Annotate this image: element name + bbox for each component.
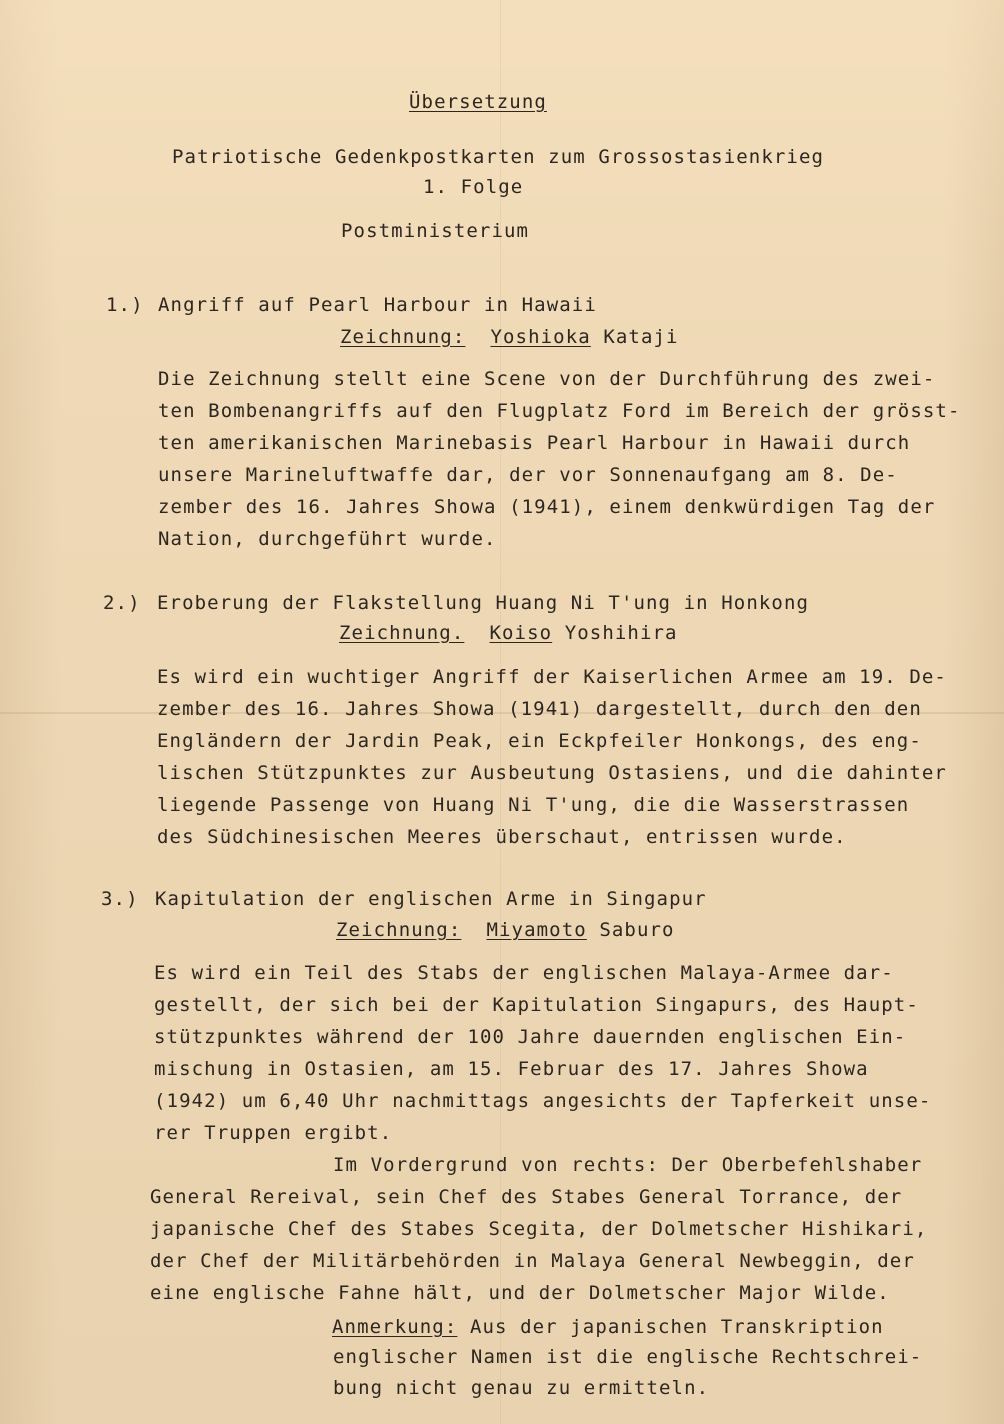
note-line: englischer Namen ist die englische Rechtschrei- (333, 1346, 923, 1368)
paragraph-line: Nation, durchgeführt wurde. (158, 528, 497, 550)
artist-surname: Koiso (489, 622, 553, 644)
section-number: 1.) (106, 294, 144, 316)
paragraph-line: General Rereival, sein Chef des Stabes General Torrance, der (150, 1186, 903, 1208)
paragraph-line: ten amerikanischen Marinebasis Pearl Harbour in Hawaii durch (158, 432, 911, 454)
paragraph-line: stützpunktes während der 100 Jahre dauernden englischen Ein- (154, 1026, 907, 1048)
section-title: Angriff auf Pearl Harbour in Hawaii (158, 294, 597, 316)
drawing-credit (339, 624, 678, 643)
section-title: Kapitulation der englischen Arme in Singapur (155, 888, 707, 910)
paragraph-line: Die Zeichnung stellt eine Scene von der Durchführung des zwei- (158, 368, 936, 390)
drawing-label: Zeichnung: (340, 326, 466, 348)
paragraph-line: rer Truppen ergibt. (154, 1122, 393, 1144)
paragraph-line: Es wird ein wuchtiger Angriff der Kaiserlichen Armee am 19. De- (157, 666, 947, 688)
paragraph-line: Es wird ein Teil des Stabs der englischen Malaya-Armee dar- (154, 962, 894, 984)
drawing-credit (340, 328, 679, 347)
ministry-label: Postministerium (341, 220, 530, 242)
section-number: 3.) (101, 888, 139, 910)
drawing-label: Zeichnung. (339, 622, 465, 644)
note-text: Aus der japanischen Transkription (469, 1316, 884, 1338)
series-label: 1. Folge (423, 176, 524, 198)
paragraph-line: Im Vordergrund von rechts: Der Oberbefehlshaber (333, 1154, 923, 1176)
note-label: Anmerkung: (332, 1316, 458, 1338)
paragraph-line: lischen Stützpunktes zur Ausbeutung Ostasiens, und die dahinter (157, 762, 947, 784)
paragraph-line: (1942) um 6,40 Uhr nachmittags angesichts der Tapferkeit unse- (154, 1090, 932, 1112)
artist-surname: Miyamoto (486, 919, 587, 941)
note-line: bung nicht genau zu ermitteln. (333, 1377, 710, 1399)
note-first-line (332, 1318, 884, 1337)
paragraph-line: des Südchinesischen Meeres überschaut, entrissen wurde. (157, 826, 847, 848)
section-title: Eroberung der Flakstellung Huang Ni T'ung in Honkong (157, 592, 810, 614)
paragraph-line: zember des 16. Jahres Showa (1941), einem denkwürdigen Tag der (158, 496, 936, 518)
paragraph-line: Engländern der Jardin Peak, ein Eckpfeiler Honkongs, des eng- (157, 730, 922, 752)
artist-given-name: Yoshihira (564, 622, 678, 644)
document-title: Übersetzung (409, 91, 547, 113)
artist-given-name: Saburo (599, 919, 675, 941)
paragraph-line: ten Bombenangriffs auf den Flugplatz Ford im Bereich der grösst- (158, 400, 961, 422)
paragraph-line: zember des 16. Jahres Showa (1941) dargestellt, durch den den (157, 698, 922, 720)
paragraph-line: liegende Passenge von Huang Ni T'ung, die die Wasserstrassen (157, 794, 910, 816)
artist-given-name: Kataji (603, 326, 679, 348)
drawing-label: Zeichnung: (336, 919, 462, 941)
paragraph-line: unsere Marineluftwaffe dar, der vor Sonnenaufgang am 8. De- (158, 464, 898, 486)
section-number: 2.) (103, 592, 141, 614)
paragraph-line: gestellt, der sich bei der Kapitulation Singapurs, des Haupt- (154, 994, 919, 1016)
paragraph-line: japanische Chef des Stabes Scegita, der Dolmetscher Hishikari, (150, 1218, 928, 1240)
paragraph-line: der Chef der Militärbehörden in Malaya General Newbeggin, der (150, 1250, 915, 1272)
paragraph-line: mischung in Ostasien, am 15. Februar des 17. Jahres Showa (154, 1058, 869, 1080)
paragraph-line: eine englische Fahne hält, und der Dolmetscher Major Wilde. (150, 1282, 890, 1304)
artist-surname: Yoshioka (490, 326, 591, 348)
document-subtitle: Patriotische Gedenkpostkarten zum Grossostasienkrieg (172, 146, 825, 168)
drawing-credit (336, 921, 675, 940)
